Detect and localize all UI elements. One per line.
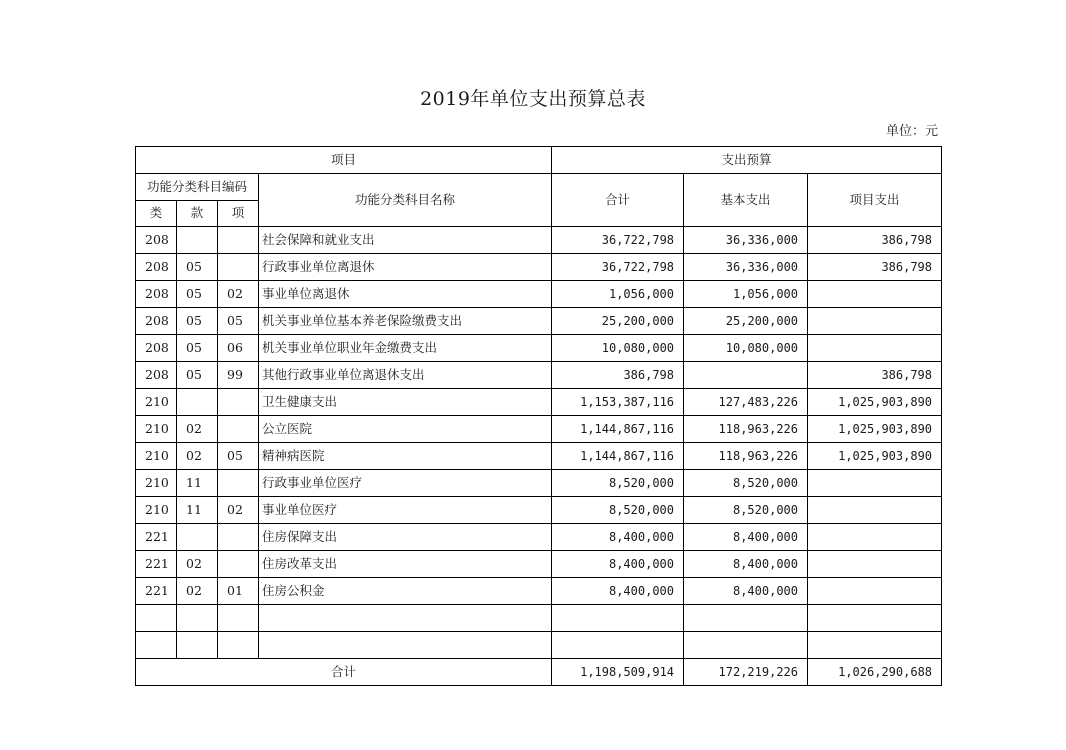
cell-class: 210 (136, 389, 177, 416)
header-item: 项 (218, 201, 259, 227)
cell-basic: 36,336,000 (684, 254, 808, 281)
cell-item (218, 605, 259, 632)
cell-total: 36,722,798 (552, 254, 684, 281)
cell-item (218, 227, 259, 254)
table-row (136, 389, 942, 416)
budget-table (135, 146, 942, 686)
cell-total (552, 632, 684, 659)
cell-total: 1,144,867,116 (552, 443, 684, 470)
cell-name: 行政事业单位离退休 (259, 254, 552, 281)
cell-basic: 10,080,000 (684, 335, 808, 362)
cell-name (259, 605, 552, 632)
cell-section: 05 (177, 362, 218, 389)
footer-total: 1,198,509,914 (552, 659, 684, 686)
cell-basic: 118,963,226 (684, 416, 808, 443)
cell-project (808, 335, 942, 362)
cell-project: 386,798 (808, 362, 942, 389)
cell-class: 210 (136, 443, 177, 470)
cell-project: 386,798 (808, 254, 942, 281)
cell-project: 1,025,903,890 (808, 443, 942, 470)
cell-section: 02 (177, 578, 218, 605)
cell-class: 208 (136, 281, 177, 308)
cell-total: 386,798 (552, 362, 684, 389)
cell-section: 05 (177, 281, 218, 308)
table-row (136, 362, 942, 389)
cell-name: 住房公积金 (259, 578, 552, 605)
cell-item: 01 (218, 578, 259, 605)
cell-project: 1,025,903,890 (808, 416, 942, 443)
cell-project (808, 551, 942, 578)
table-row (136, 551, 942, 578)
cell-basic: 8,400,000 (684, 578, 808, 605)
cell-name: 公立医院 (259, 416, 552, 443)
table-row (136, 227, 942, 254)
cell-project (808, 605, 942, 632)
cell-total: 8,520,000 (552, 470, 684, 497)
table-body (136, 227, 942, 659)
table-row (136, 308, 942, 335)
table-row (136, 335, 942, 362)
cell-section: 11 (177, 470, 218, 497)
cell-item: 99 (218, 362, 259, 389)
cell-basic: 127,483,226 (684, 389, 808, 416)
cell-name: 社会保障和就业支出 (259, 227, 552, 254)
cell-section: 11 (177, 497, 218, 524)
cell-section: 02 (177, 551, 218, 578)
table-row (136, 281, 942, 308)
cell-name: 事业单位离退休 (259, 281, 552, 308)
cell-name: 精神病医院 (259, 443, 552, 470)
cell-class: 208 (136, 335, 177, 362)
unit-label: 单位：元 (885, 124, 938, 139)
cell-total: 36,722,798 (552, 227, 684, 254)
cell-item: 05 (218, 308, 259, 335)
cell-name (259, 632, 552, 659)
cell-basic: 8,520,000 (684, 470, 808, 497)
cell-project (808, 632, 942, 659)
header-basic: 基本支出 (684, 174, 808, 227)
cell-project (808, 281, 942, 308)
cell-class: 221 (136, 524, 177, 551)
table-row (136, 443, 942, 470)
cell-section: 05 (177, 335, 218, 362)
cell-section: 05 (177, 254, 218, 281)
cell-class: 210 (136, 497, 177, 524)
cell-name: 事业单位医疗 (259, 497, 552, 524)
page-title: 2019年单位支出预算总表 (420, 88, 646, 110)
cell-basic: 8,400,000 (684, 524, 808, 551)
cell-basic (684, 605, 808, 632)
header-project-expenditure: 项目支出 (808, 174, 942, 227)
table-row (136, 497, 942, 524)
cell-basic: 36,336,000 (684, 227, 808, 254)
cell-total: 8,400,000 (552, 524, 684, 551)
cell-project: 386,798 (808, 227, 942, 254)
cell-project (808, 470, 942, 497)
header-code-group: 功能分类科目编码 (136, 174, 259, 201)
table-row (136, 578, 942, 605)
header-section: 款 (177, 201, 218, 227)
cell-basic: 8,520,000 (684, 497, 808, 524)
table-row (136, 470, 942, 497)
total-row (136, 659, 942, 686)
cell-class: 208 (136, 254, 177, 281)
cell-section (177, 632, 218, 659)
table-row (136, 605, 942, 632)
cell-class: 210 (136, 416, 177, 443)
cell-basic (684, 362, 808, 389)
table-row (136, 524, 942, 551)
cell-class: 210 (136, 470, 177, 497)
header-expenditure-budget: 支出预算 (552, 147, 942, 174)
cell-item (218, 389, 259, 416)
cell-class: 208 (136, 362, 177, 389)
header-name: 功能分类科目名称 (259, 174, 552, 227)
header-class: 类 (136, 201, 177, 227)
cell-item: 02 (218, 281, 259, 308)
cell-section: 02 (177, 443, 218, 470)
cell-name: 住房改革支出 (259, 551, 552, 578)
cell-section (177, 227, 218, 254)
cell-item (218, 632, 259, 659)
cell-item (218, 416, 259, 443)
table-row (136, 416, 942, 443)
cell-total: 1,144,867,116 (552, 416, 684, 443)
header-total: 合计 (552, 174, 684, 227)
cell-basic (684, 632, 808, 659)
cell-item (218, 470, 259, 497)
cell-section: 02 (177, 416, 218, 443)
footer-project: 1,026,290,688 (808, 659, 942, 686)
cell-name: 机关事业单位基本养老保险缴费支出 (259, 308, 552, 335)
cell-basic: 1,056,000 (684, 281, 808, 308)
cell-name: 卫生健康支出 (259, 389, 552, 416)
cell-basic: 25,200,000 (684, 308, 808, 335)
table-row (136, 254, 942, 281)
cell-basic: 8,400,000 (684, 551, 808, 578)
cell-class (136, 632, 177, 659)
cell-class: 221 (136, 551, 177, 578)
cell-class: 208 (136, 227, 177, 254)
cell-total: 8,400,000 (552, 578, 684, 605)
cell-item (218, 254, 259, 281)
cell-project (808, 308, 942, 335)
table-row (136, 632, 942, 659)
cell-total (552, 605, 684, 632)
cell-total: 1,056,000 (552, 281, 684, 308)
cell-total: 1,153,387,116 (552, 389, 684, 416)
cell-section (177, 389, 218, 416)
cell-name: 机关事业单位职业年金缴费支出 (259, 335, 552, 362)
footer-basic: 172,219,226 (684, 659, 808, 686)
cell-item: 05 (218, 443, 259, 470)
cell-section (177, 605, 218, 632)
cell-section: 05 (177, 308, 218, 335)
cell-item: 02 (218, 497, 259, 524)
cell-total: 8,520,000 (552, 497, 684, 524)
cell-item (218, 551, 259, 578)
cell-name: 住房保障支出 (259, 524, 552, 551)
cell-class: 208 (136, 308, 177, 335)
cell-project (808, 578, 942, 605)
header-project: 项目 (136, 147, 552, 174)
cell-project (808, 524, 942, 551)
footer-label: 合计 (136, 659, 552, 686)
cell-total: 25,200,000 (552, 308, 684, 335)
cell-class: 221 (136, 578, 177, 605)
cell-basic: 118,963,226 (684, 443, 808, 470)
cell-name: 其他行政事业单位离退休支出 (259, 362, 552, 389)
cell-project: 1,025,903,890 (808, 389, 942, 416)
cell-item: 06 (218, 335, 259, 362)
cell-name: 行政事业单位医疗 (259, 470, 552, 497)
cell-class (136, 605, 177, 632)
cell-project (808, 497, 942, 524)
cell-item (218, 524, 259, 551)
cell-section (177, 524, 218, 551)
cell-total: 10,080,000 (552, 335, 684, 362)
cell-total: 8,400,000 (552, 551, 684, 578)
